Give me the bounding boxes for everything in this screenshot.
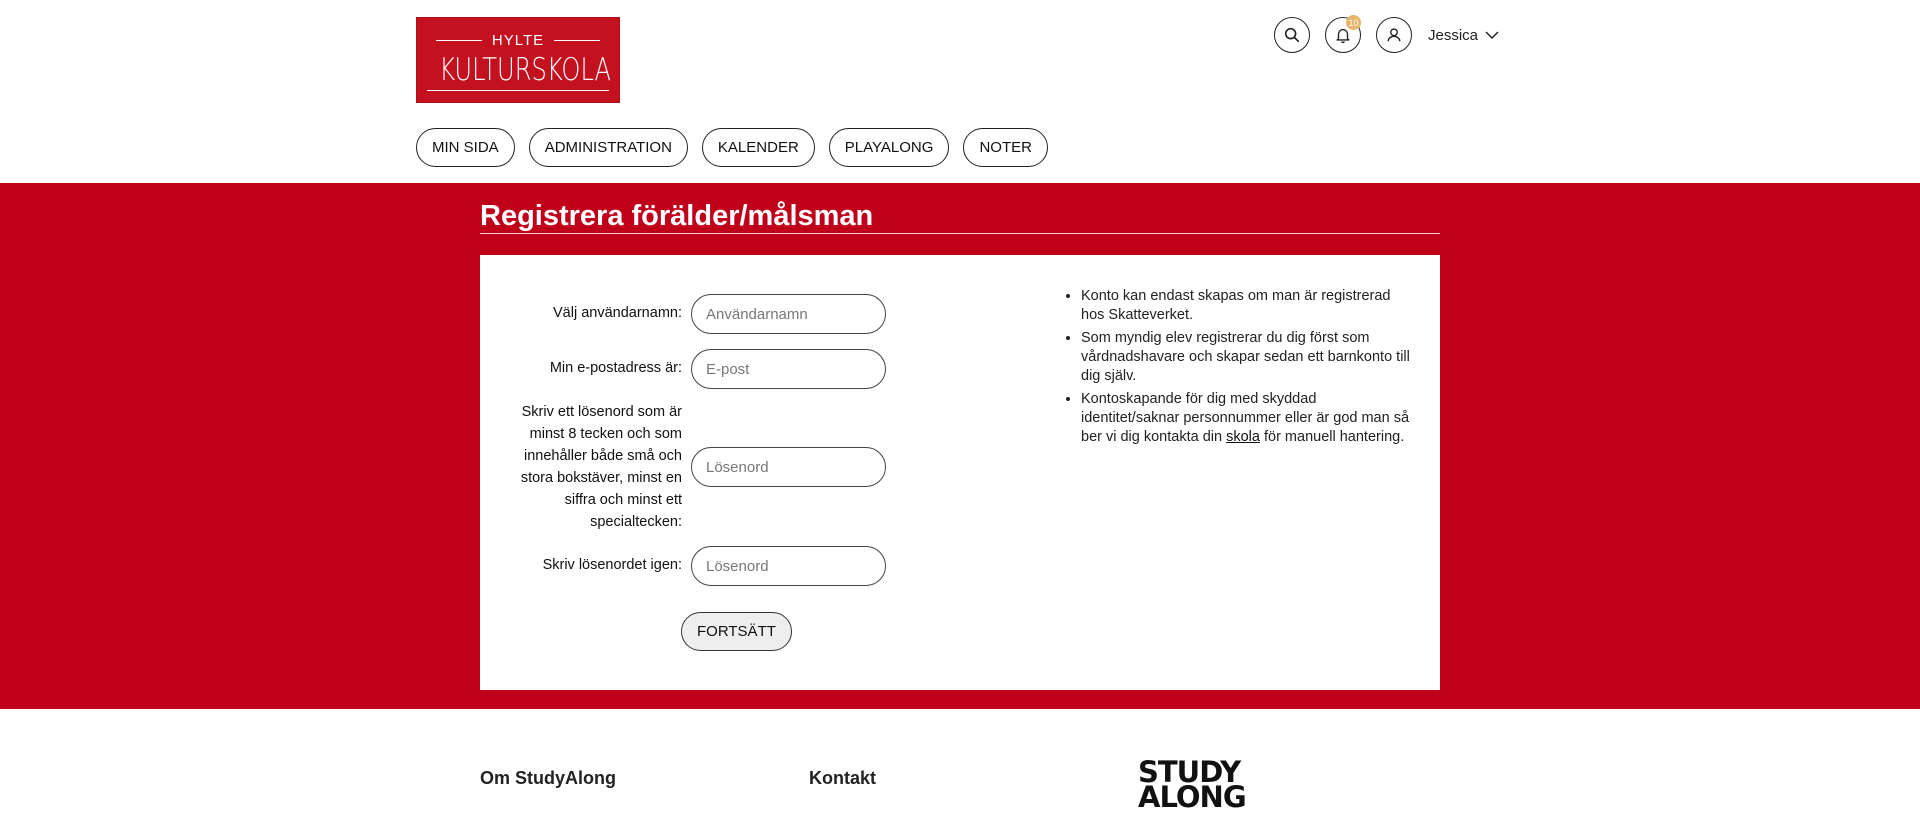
nav-kalender[interactable]: KALENDER [702,128,815,167]
info-item [1081,390,1432,447]
username-label: Välj användarnamn: [553,305,682,321]
info-line: hos Skatteverket. [1081,307,1194,323]
nav-min-sida[interactable]: MIN SIDA [416,128,515,167]
site-header [0,0,1920,183]
password-label-line: specialtecken: [590,514,682,530]
studyalong-logo[interactable] [1138,755,1246,814]
logo-rule-right [554,40,600,41]
password-label [521,401,682,533]
email-input[interactable]: E-post [691,349,886,389]
user-icon [1385,26,1403,44]
info-item [1081,329,1432,386]
password-label-line: Skriv ett lösenord som är [521,404,682,420]
password-input[interactable]: Lösenord [691,447,886,487]
logo-top-row [417,32,619,48]
continue-button[interactable]: FORTSÄTT [681,612,792,651]
notification-badge: 10 [1346,15,1361,30]
info-line: vårdnadshavare och skapar sedan ett barnkonto till [1081,349,1410,365]
info-line: • Konto kan endast skapas om man är registrerad [1081,288,1391,304]
info-line: • Som myndig elev registrerar du dig först som [1081,330,1370,346]
profile-button[interactable] [1376,17,1412,53]
footer-about-title: Om StudyAlong [480,768,616,788]
chevron-down-icon[interactable] [1484,27,1500,43]
username-input[interactable]: Användarnamn [691,294,886,334]
logo-main-text: KULTURSKOLA [439,52,612,88]
nav-administration[interactable]: ADMINISTRATION [529,128,688,167]
info-line: • Kontoskapande för dig med skyddad [1081,391,1317,407]
password-label-line: innehåller både små och [524,448,682,464]
info-text: ber vi dig kontakta din [1081,429,1227,445]
notifications-button[interactable] [1325,17,1361,53]
search-button[interactable] [1274,17,1310,53]
school-link[interactable]: skola [1226,429,1260,445]
user-name[interactable]: Jessica [1428,26,1479,44]
nav-noter[interactable]: NOTER [963,128,1048,167]
info-line: dig själv. [1081,368,1137,384]
info-item [1081,287,1432,325]
email-label: Min e-postadress är: [549,360,682,376]
nav-playalong[interactable]: PLAYALONG [829,128,950,167]
password-repeat-input[interactable]: Lösenord [691,546,886,586]
password-label-line: minst 8 tecken och som [529,426,682,442]
kulturskola-logo[interactable] [416,17,620,103]
studyalong-logo-line2: ALONG [1138,780,1246,814]
logo-rule-left [436,40,482,41]
password-label-line: siffra och minst ett [564,492,682,508]
password-repeat-label: Skriv lösenordet igen: [542,557,682,573]
info-text: för manuell hantering. [1259,429,1405,445]
main-nav [416,128,1048,167]
logo-top-text: HYLTE [491,31,545,49]
user-toolbar [1274,17,1500,53]
search-icon [1283,26,1301,44]
title-divider [480,233,1440,234]
password-label-line: stora bokstäver, minst en [520,470,682,486]
studyalong-logo-line1: STUDY [1138,755,1241,789]
logo-rule-bottom [427,90,609,91]
info-list [1067,287,1432,451]
page-title: Registrera förälder/målsman [480,200,874,232]
info-line [1081,428,1432,447]
footer-contact-title: Kontakt [809,768,876,788]
info-line: identitet/saknar personnummer eller är god man så [1081,410,1410,426]
